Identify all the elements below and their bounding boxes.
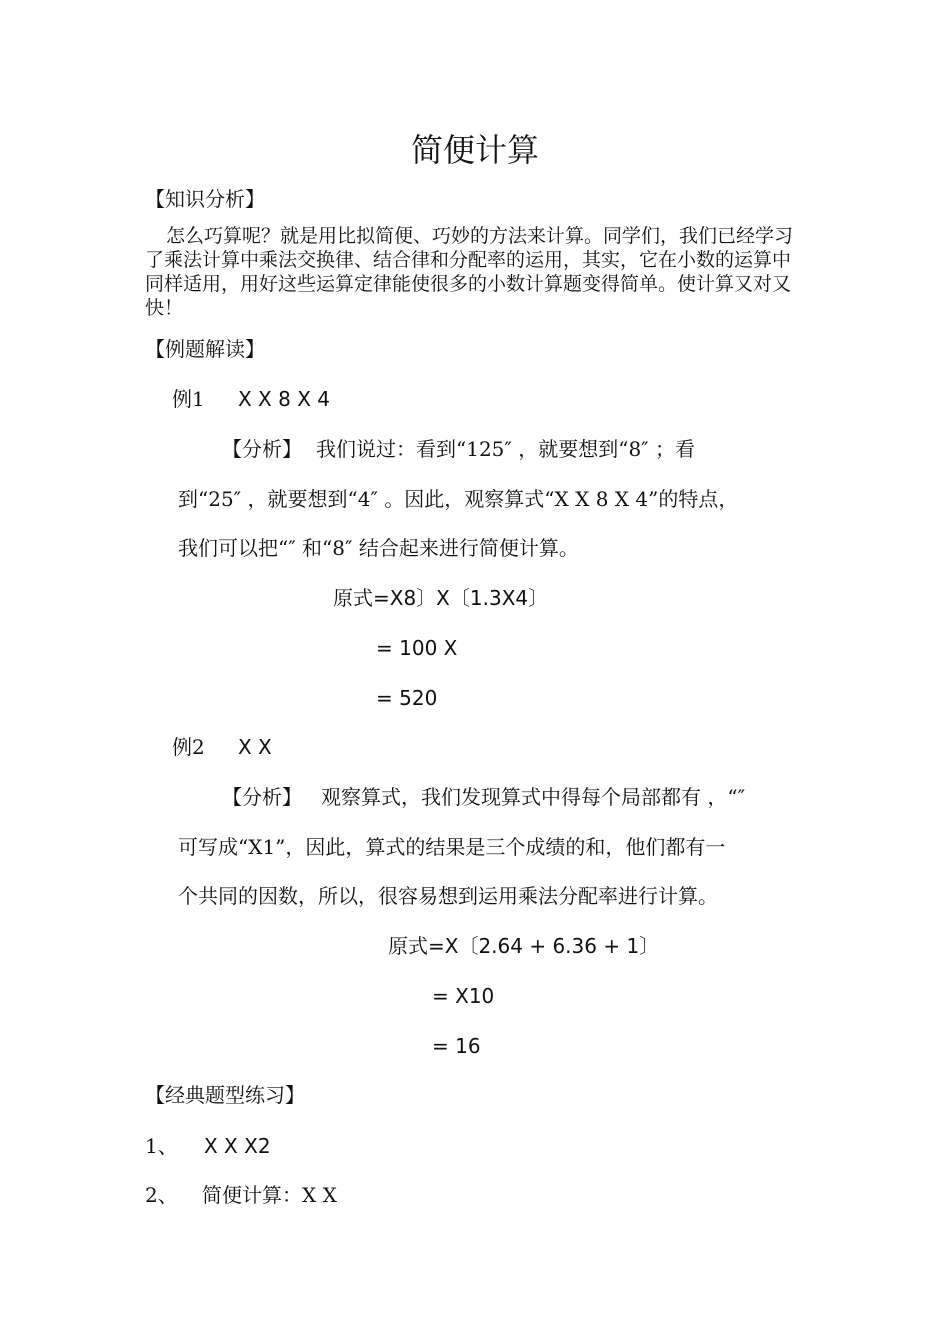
example2-analysis-line3: 个共同的因数，所以，很容易想到运用乘法分配率进行计算。	[178, 884, 718, 908]
example2-analysis-label: 【分析】	[222, 785, 302, 809]
example1-analysis-label: 【分析】	[222, 437, 302, 461]
practice-item-text: X X X2	[204, 1134, 271, 1158]
page-title: 简便计算	[410, 131, 539, 169]
example2-analysis-line2: 可写成“X1”，因此，算式的结果是三个成绩的和，他们都有一	[178, 835, 726, 859]
section-practice-heading: 【经典题型练习】	[145, 1083, 305, 1107]
example2-expression: X X	[238, 735, 272, 759]
example2-analysis-line1: 观察算式，我们发现算式中得每个局部都有 ，“″	[321, 785, 746, 809]
section-knowledge-heading: 【知识分析】	[145, 187, 265, 211]
example2-label: 例2	[172, 735, 205, 759]
practice-item-number: 1、	[145, 1134, 178, 1158]
example1-step1: 原式=X8〕X〔1.3X4〕	[333, 586, 549, 610]
example1-analysis-line2: 到“25″ ，就要想到“4″ 。因此，观察算式“X X 8 X 4”的特点，	[178, 487, 739, 511]
example2-step1: 原式=X〔2.64 + 6.36 + 1〕	[388, 934, 660, 958]
example1-step3: = 520	[376, 686, 438, 710]
section-examples-heading: 【例题解读】	[145, 337, 265, 361]
example1-analysis-line1: 我们说过：看到“125″ ，就要想到“8″ ；看	[316, 437, 696, 461]
example2-step3: = 16	[432, 1034, 481, 1058]
intro-paragraph: 怎么巧算呢？就是用比拟简便、巧妙的方法来计算。同学们，我们已经学习了乘法计算中乘法交换律、结合律和分配率的运用，其实，它在小数的运算中同样适用，用好这些运算定律能使很多的小数计算题变得简单。使计算又对又快！	[145, 225, 794, 319]
example1-analysis-line3: 我们可以把“″ 和“8″ 结合起来进行简便计算。	[178, 536, 579, 560]
example1-step2: = 100 X	[376, 636, 458, 660]
practice-item-number: 2、	[145, 1183, 178, 1207]
practice-item-text: 简便计算：X X	[202, 1183, 337, 1207]
example1-expression: X X 8 X 4	[238, 387, 330, 411]
example1-label: 例1	[172, 387, 205, 411]
example2-step2: = X10	[432, 984, 495, 1008]
